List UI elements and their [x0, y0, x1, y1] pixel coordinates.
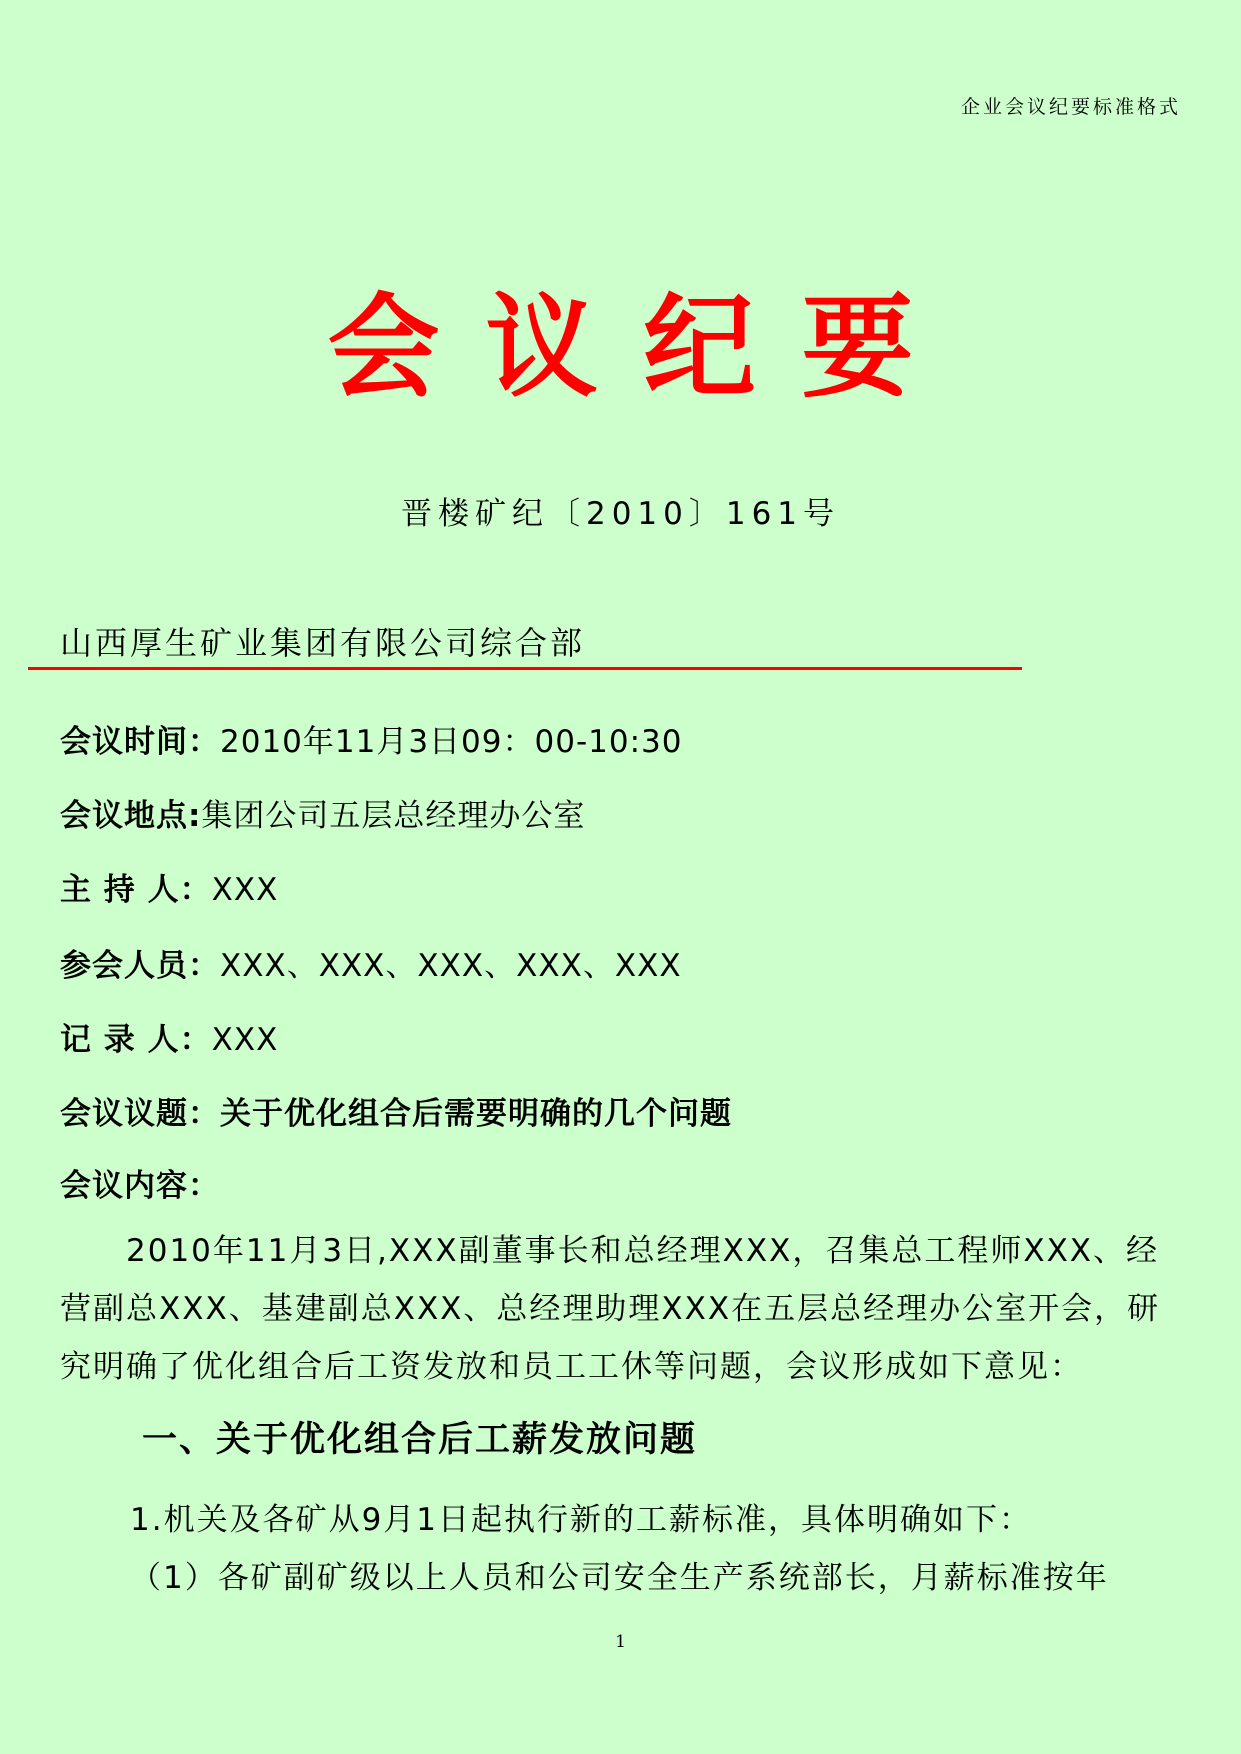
page-number: 1	[615, 1632, 626, 1652]
list-item: （1）各矿副矿级以上人员和公司安全生产系统部长，月薪标准按年	[130, 1560, 1109, 1596]
meeting-place-value: 集团公司五层总经理办公室	[201, 798, 586, 834]
attendees-value: XXX、XXX、XXX、XXX、XXX	[220, 948, 682, 984]
content-label: 会议内容：	[60, 1168, 220, 1204]
meeting-place-label: 会议地点:	[60, 798, 202, 834]
meeting-time-value: 2010年11月3日09：00-10:30	[220, 724, 683, 760]
red-divider-line	[28, 667, 1022, 670]
attendees-field	[60, 940, 682, 985]
host-value: XXX	[211, 872, 279, 908]
issuing-department: 山西厚生矿业集团有限公司综合部	[60, 624, 586, 662]
recorder-field	[60, 1014, 278, 1059]
document-number: 晋楼矿纪〔2010〕161号	[400, 496, 841, 532]
content-field	[60, 1160, 220, 1205]
host-field	[60, 864, 278, 909]
recorder-label: 记 录 人：	[60, 1022, 212, 1058]
list-item: 1.机关及各矿从9月1日起执行新的工薪标准，具体明确如下：	[130, 1502, 1033, 1538]
running-header: 企业会议纪要标准格式	[960, 96, 1181, 118]
meeting-time-label: 会议时间：	[60, 724, 220, 760]
host-label: 主 持 人：	[60, 872, 212, 908]
topic-field	[60, 1088, 732, 1133]
document-title: 会议纪要	[327, 282, 960, 413]
attendees-label: 参会人员：	[60, 948, 220, 984]
meeting-place-field	[60, 790, 585, 835]
section-heading: 一、关于优化组合后工薪发放问题	[142, 1420, 698, 1460]
recorder-value: XXX	[211, 1022, 279, 1058]
meeting-time-field	[60, 716, 682, 761]
meeting-content-paragraph: 2010年11月3日,XXX副董事长和总经理XXX，召集总工程师XXX、经营副总XXX、基建副总XXX、总经理助理XXX在五层总经理办公室开会，研究明确了优化组合后工资发放和员工工休等问题，会议形成如下意见：	[60, 1233, 1161, 1385]
topic-value: 关于优化组合后需要明确的几个问题	[220, 1096, 732, 1132]
topic-label: 会议议题：	[60, 1096, 220, 1132]
